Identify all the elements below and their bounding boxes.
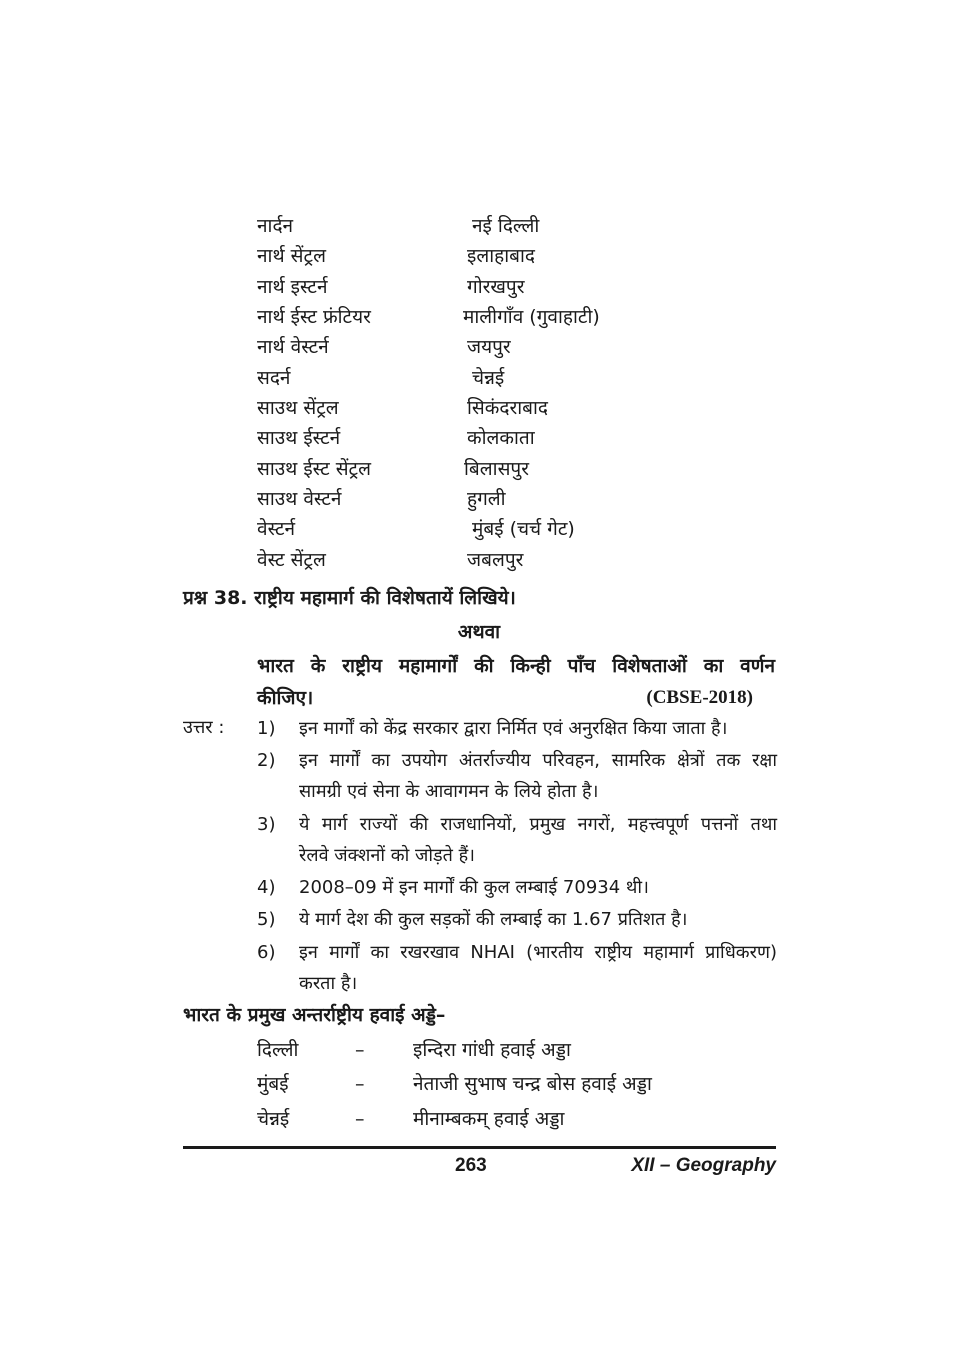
answer-text xyxy=(299,713,777,744)
answer-line: ये मार्ग राज्यों की राजधानियों, प्रमुख नगरों, महत्त्वपूर्ण पत्तनों तथा xyxy=(299,814,777,835)
footer-title: XII – Geography xyxy=(631,1155,776,1176)
zone-name: साउथ सेंट्रल xyxy=(257,397,339,419)
answer-number: 1) xyxy=(257,718,276,739)
answer-number: 3) xyxy=(257,814,276,835)
zone-headquarters: नई दिल्ली xyxy=(472,215,540,237)
footer-divider xyxy=(183,1146,776,1149)
source-tag: (CBSE-2018) xyxy=(646,687,753,708)
zone-name: साउथ वेस्टर्न xyxy=(257,488,342,510)
zone-name: नार्थ सेंट्रल xyxy=(257,245,326,267)
airport-city: दिल्ली xyxy=(257,1039,299,1061)
answer-text xyxy=(299,937,777,999)
answer-line: ये मार्ग देश की कुल सड़कों की लम्बाई का 1.67 प्रतिशत है। xyxy=(299,909,688,930)
airport-city: मुंबई xyxy=(257,1073,289,1095)
answer-line: इन मार्गों का रखरखाव NHAI (भारतीय राष्ट्रीय महामार्ग प्राधिकरण) xyxy=(299,942,777,963)
zone-headquarters: मालीगाँव (गुवाहाटी) xyxy=(463,306,600,328)
alternate-question xyxy=(257,650,775,714)
alternate-question-line2-wrap xyxy=(257,682,775,714)
page-number: 263 xyxy=(455,1155,487,1176)
alternate-question-line2: कीजिए। xyxy=(257,687,314,709)
airport-dash: – xyxy=(355,1073,365,1095)
airport-name: नेताजी सुभाष चन्द्र बोस हवाई अड्डा xyxy=(413,1073,652,1095)
zone-name: वेस्ट सेंट्रल xyxy=(257,549,326,571)
answer-text xyxy=(299,872,777,903)
airports-heading: भारत के प्रमुख अन्तर्राष्ट्रीय हवाई अड्डे– xyxy=(183,1004,446,1026)
airport-dash: – xyxy=(355,1039,365,1061)
question-title: प्रश्न 38. राष्ट्रीय महामार्ग की विशेषतायें लिखिये। xyxy=(183,587,516,609)
airport-name: मीनाम्बकम् हवाई अड्डा xyxy=(413,1108,565,1130)
answer-label: उत्तर : xyxy=(183,717,225,738)
or-label xyxy=(0,617,958,647)
zone-name: नार्दन xyxy=(257,215,294,237)
zone-name: नार्थ वेस्टर्न xyxy=(257,336,329,358)
alternate-question-line1: भारत के राष्ट्रीय महामार्गों की किन्ही पाँच विशेषताओं का वर्णन xyxy=(257,655,775,677)
zone-name: नार्थ ईस्ट फ्रंटियर xyxy=(257,306,371,328)
zone-headquarters: गोरखपुर xyxy=(467,276,525,298)
answer-text xyxy=(299,745,777,807)
answer-number: 2) xyxy=(257,750,276,771)
airport-dash: – xyxy=(355,1108,365,1130)
zone-headquarters: जबलपुर xyxy=(467,549,524,571)
answer-number: 5) xyxy=(257,909,276,930)
zone-headquarters: चेन्नई xyxy=(472,367,505,389)
zone-headquarters: हुगली xyxy=(467,488,506,510)
zone-name: नार्थ इस्टर्न xyxy=(257,276,328,298)
airport-city: चेन्नई xyxy=(257,1108,290,1130)
airport-name: इन्दिरा गांधी हवाई अड्डा xyxy=(413,1039,571,1061)
zone-headquarters: सिकंदराबाद xyxy=(467,397,548,419)
answer-line: करता है। xyxy=(299,973,358,994)
or-text: अथवा xyxy=(457,621,501,643)
zone-headquarters: जयपुर xyxy=(467,336,511,358)
zone-headquarters: बिलासपुर xyxy=(464,458,529,480)
answer-number: 4) xyxy=(257,877,276,898)
zone-name: साउथ ईस्टर्न xyxy=(257,427,341,449)
answer-text xyxy=(299,904,777,935)
zone-name: साउथ ईस्ट सेंट्रल xyxy=(257,458,371,480)
zone-name: सदर्न xyxy=(257,367,291,389)
answer-text xyxy=(299,809,777,871)
zone-name: वेस्टर्न xyxy=(257,518,296,540)
answer-line: इन मार्गों को केंद्र सरकार द्वारा निर्मित एवं अनुरक्षित किया जाता है। xyxy=(299,718,728,739)
answer-line: सामग्री एवं सेना के आवागमन के लिये होता है। xyxy=(299,781,599,802)
answer-number: 6) xyxy=(257,942,276,963)
zone-headquarters: कोलकाता xyxy=(467,427,535,449)
zone-headquarters: इलाहाबाद xyxy=(467,245,536,267)
zone-headquarters: मुंबई (चर्च गेट) xyxy=(472,518,575,540)
answer-line: रेलवे जंक्शनों को जोड़ते हैं। xyxy=(299,845,475,866)
answer-line: 2008–09 में इन मार्गों की कुल लम्बाई 70934 थी। xyxy=(299,877,649,898)
answer-line: इन मार्गों का उपयोग अंतर्राज्यीय परिवहन, सामरिक क्षेत्रों तक रक्षा xyxy=(299,750,777,771)
